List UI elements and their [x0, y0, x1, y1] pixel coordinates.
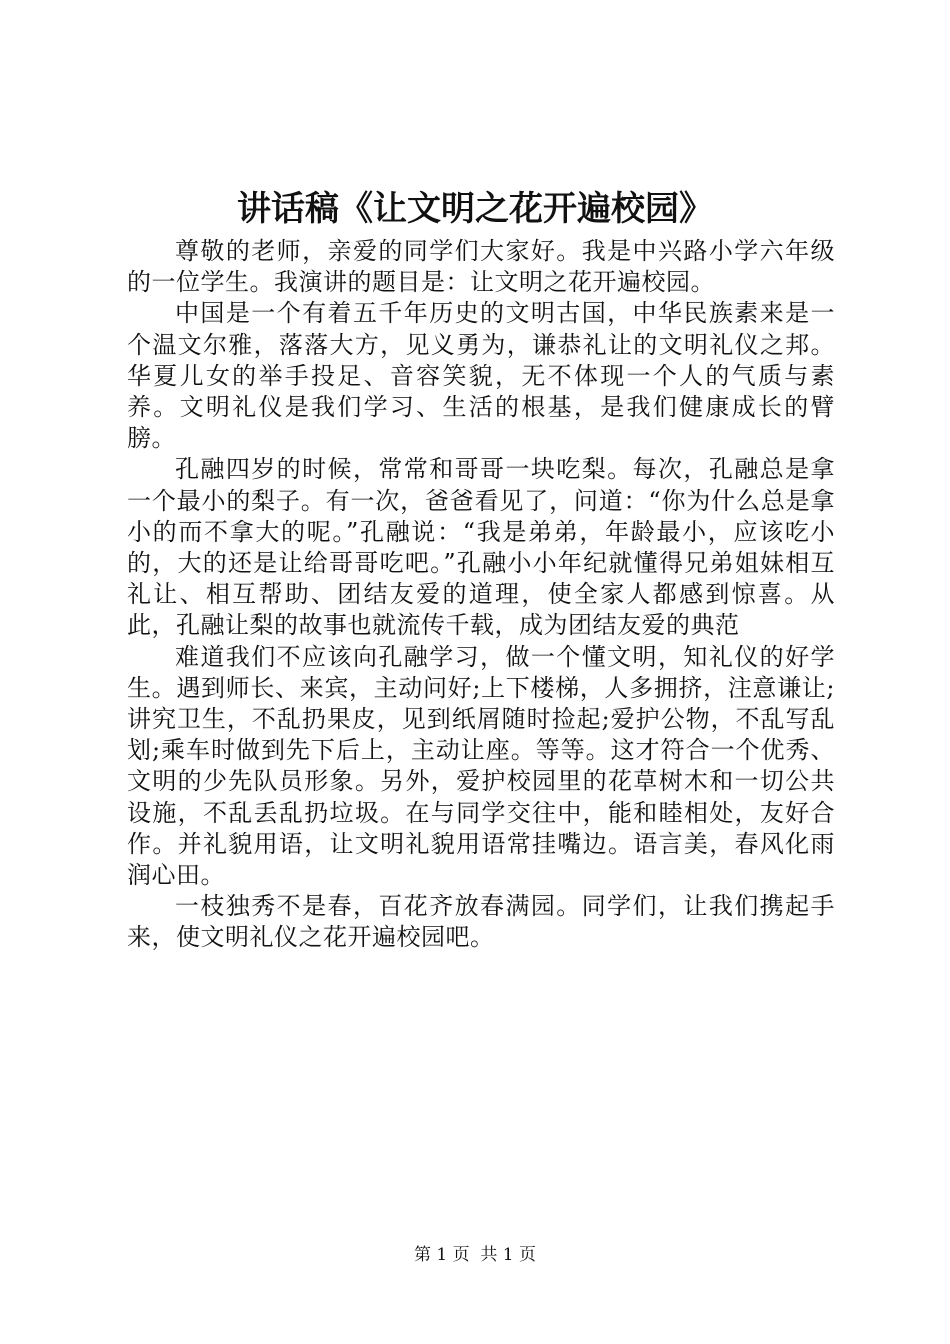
- page-total: 共 1 页: [480, 1245, 537, 1265]
- page-number: 第 1 页: [413, 1245, 470, 1265]
- paragraph: 中国是一个有着五千年历史的文明古国，中华民族素来是一个温文尔雅，落落大方，见义勇为，谦恭礼让的文明礼仪之邦。华夏儿女的举手投足、音容笑貌，无不体现一个人的气质与素养。文明礼仪是我们学习、生活的根基，是我们健康成长的臂膀。: [127, 299, 835, 453]
- paragraph: 孔融四岁的时候，常常和哥哥一块吃梨。每次，孔融总是拿一个最小的梨子。有一次，爸爸看见了，问道：“你为什么总是拿小的而不拿大的呢。”孔融说：“我是弟弟，年龄最小，应该吃小的，大的还是让给哥哥吃吧。”孔融小小年纪就懂得兄弟姐妹相互礼让、相互帮助、团结友爱的道理，使全家人都感到惊喜。从此，孔融让梨的故事也就流传千载，成为团结友爱的典范: [127, 455, 835, 640]
- page-footer: [0, 1243, 950, 1267]
- paragraph: 一枝独秀不是春，百花齐放春满园。同学们，让我们携起手来，使文明礼仪之花开遍校园吧。: [127, 892, 835, 952]
- document-body: [127, 236, 835, 954]
- document-title: 讲话稿《让文明之花开遍校园》: [237, 189, 713, 229]
- paragraph: 尊敬的老师，亲爱的同学们大家好。我是中兴路小学六年级的一位学生。我演讲的题目是：让文明之花开遍校园。: [127, 237, 835, 297]
- paragraph: 难道我们不应该向孔融学习，做一个懂文明，知礼仪的好学生。遇到师长、来宾，主动问好;上下楼梯，人多拥挤，注意谦让;讲究卫生，不乱扔果皮，见到纸屑随时捡起;爱护公物，不乱写乱划;乘车时做到先下后上，主动让座。等等。这才符合一个优秀、文明的少先队员形象。另外，爱护校园里的花草树木和一切公共设施，不乱丢乱扔垃圾。在与同学交往中，能和睦相处，友好合作。并礼貌用语，让文明礼貌用语常挂嘴边。语言美，春风化雨润心田。: [127, 642, 835, 890]
